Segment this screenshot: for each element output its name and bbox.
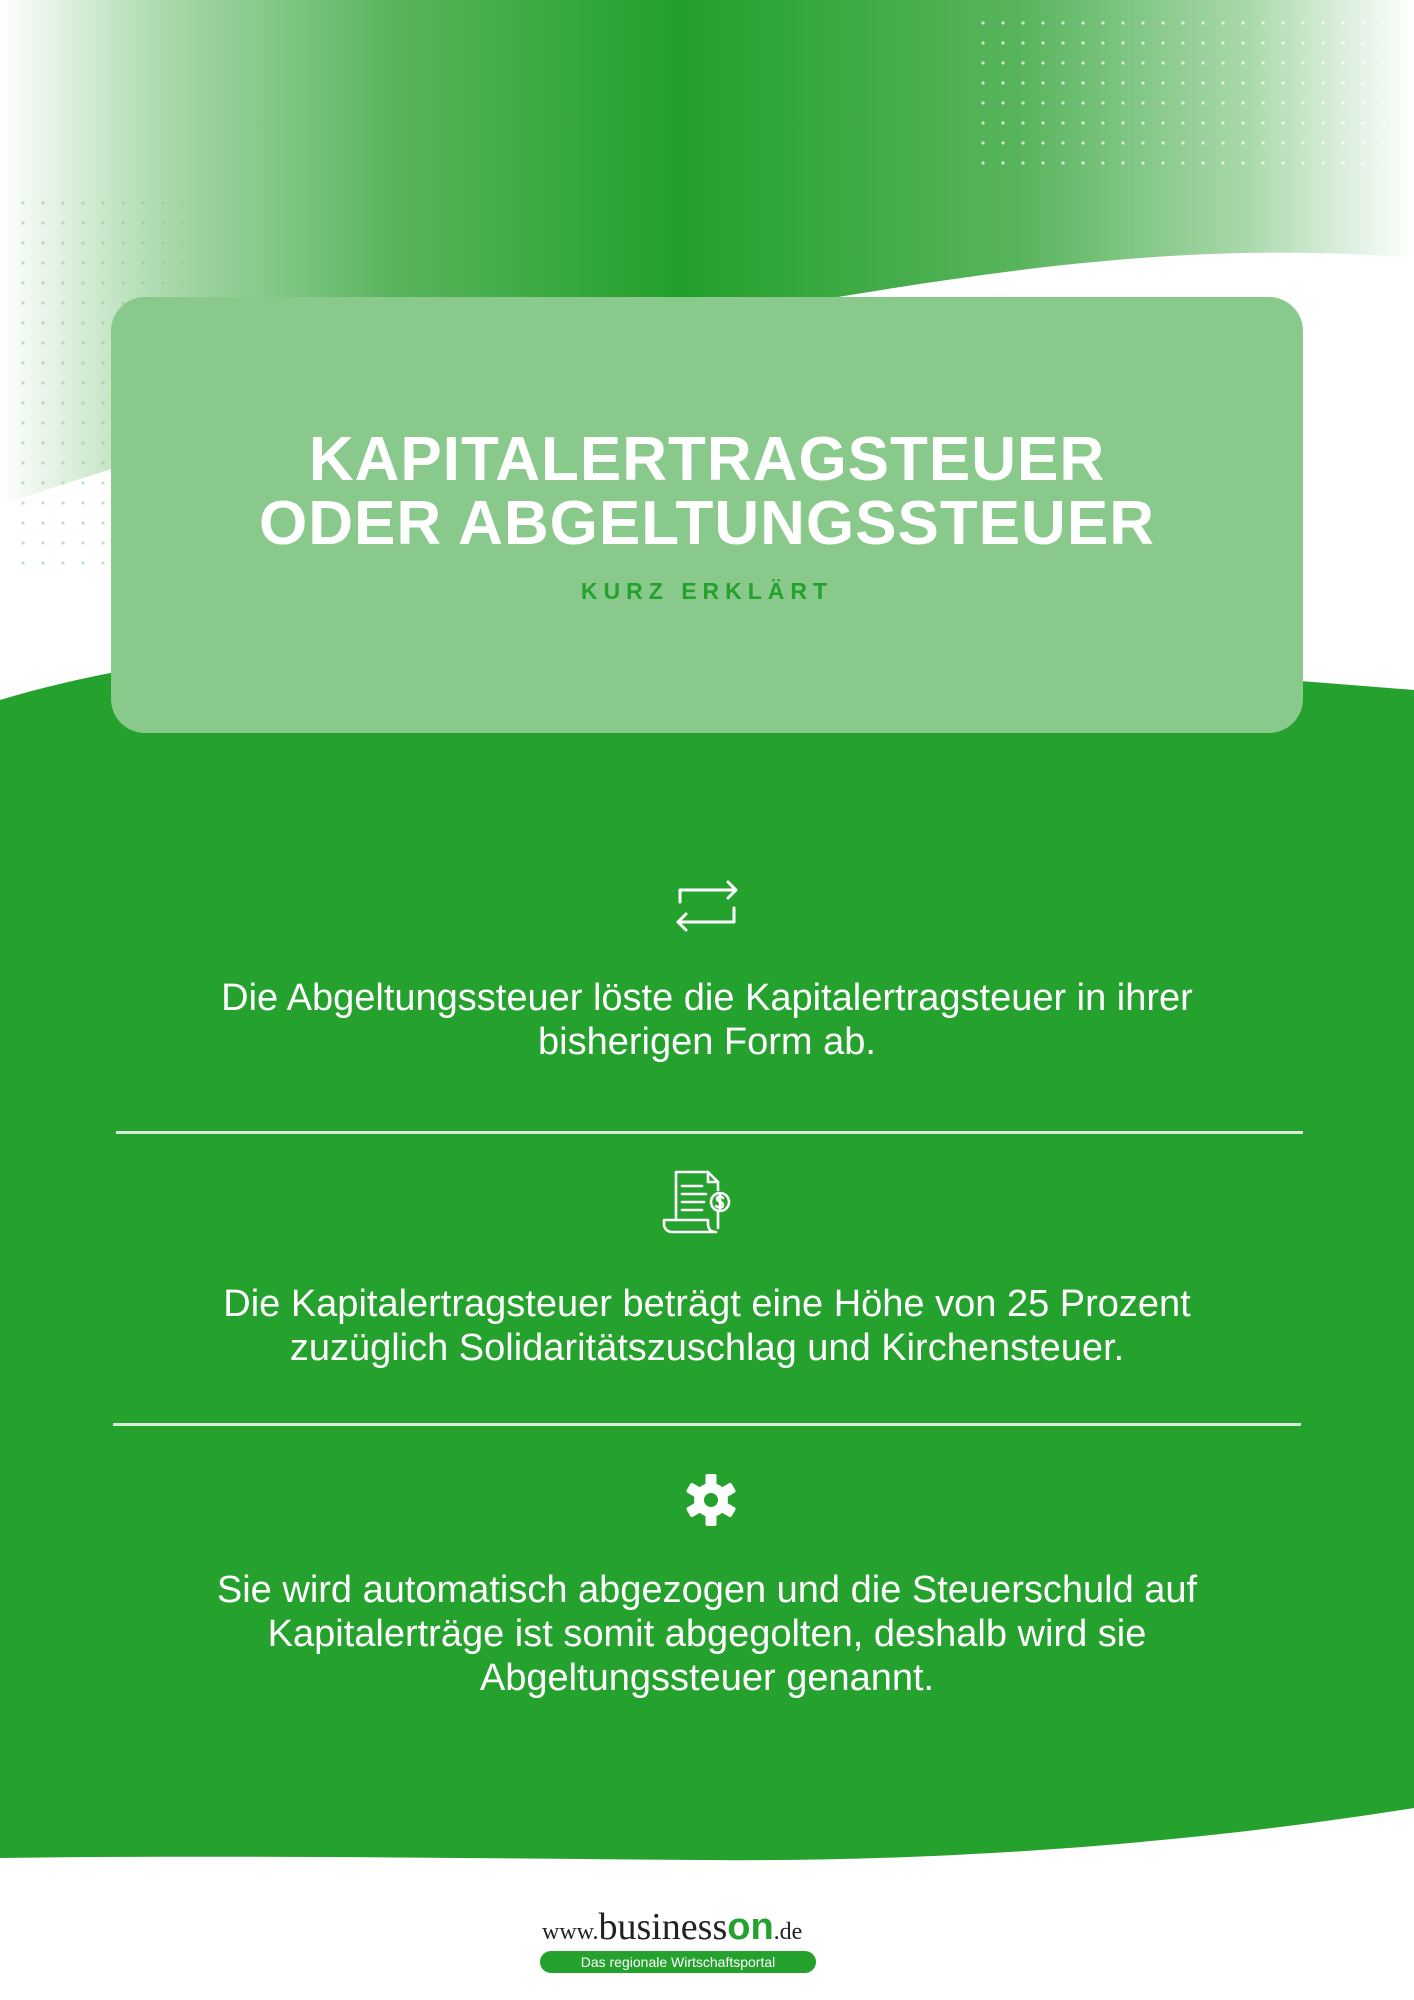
section-1-text (120, 976, 1294, 1064)
section-3-line-2: Kapitalerträge ist somit abgegolten, deshalb wird sie (267, 1613, 1147, 1655)
exchange-arrows-icon (670, 872, 744, 940)
section-3-line-1: Sie wird automatisch abgezogen und die Steuerschuld auf (216, 1569, 1198, 1611)
section-2-text (120, 1282, 1294, 1370)
dot-pattern-right (980, 10, 1400, 180)
gear-icon (683, 1472, 739, 1528)
logo-tagline: Das regionale Wirtschaftsportal (540, 1951, 816, 1973)
title-line-2: ODER ABGELTUNGSSTEUER (259, 489, 1155, 558)
tax-document-icon (660, 1168, 740, 1238)
divider-1 (116, 1131, 1303, 1134)
logo-on: on (727, 1906, 774, 1948)
section-1-line-2: bisherigen Form ab. (538, 1021, 876, 1063)
section-3-text (120, 1568, 1294, 1700)
logo-wordmark (542, 1905, 802, 1949)
section-2-line-1: Die Kapitalertragsteuer beträgt eine Höhe von 25 Prozent (223, 1283, 1191, 1325)
section-3-line-3: Abgeltungssteuer genannt. (479, 1657, 935, 1699)
divider-2 (113, 1423, 1301, 1426)
section-2-line-2: zuzüglich Solidaritätszuschlag und Kirchensteuer. (289, 1327, 1125, 1369)
title-line-1: KAPITALERTRAGSTEUER (308, 425, 1106, 494)
page-subtitle: KURZ ERKLÄRT (580, 578, 834, 604)
businesson-logo[interactable] (540, 1905, 820, 1975)
page-title (111, 425, 1303, 558)
logo-de: .de (773, 1919, 803, 1945)
logo-business: business (598, 1906, 728, 1948)
section-1-line-1: Die Abgeltungssteuer löste die Kapitalertragsteuer in ihrer (221, 977, 1193, 1019)
logo-www: www. (542, 1919, 599, 1945)
